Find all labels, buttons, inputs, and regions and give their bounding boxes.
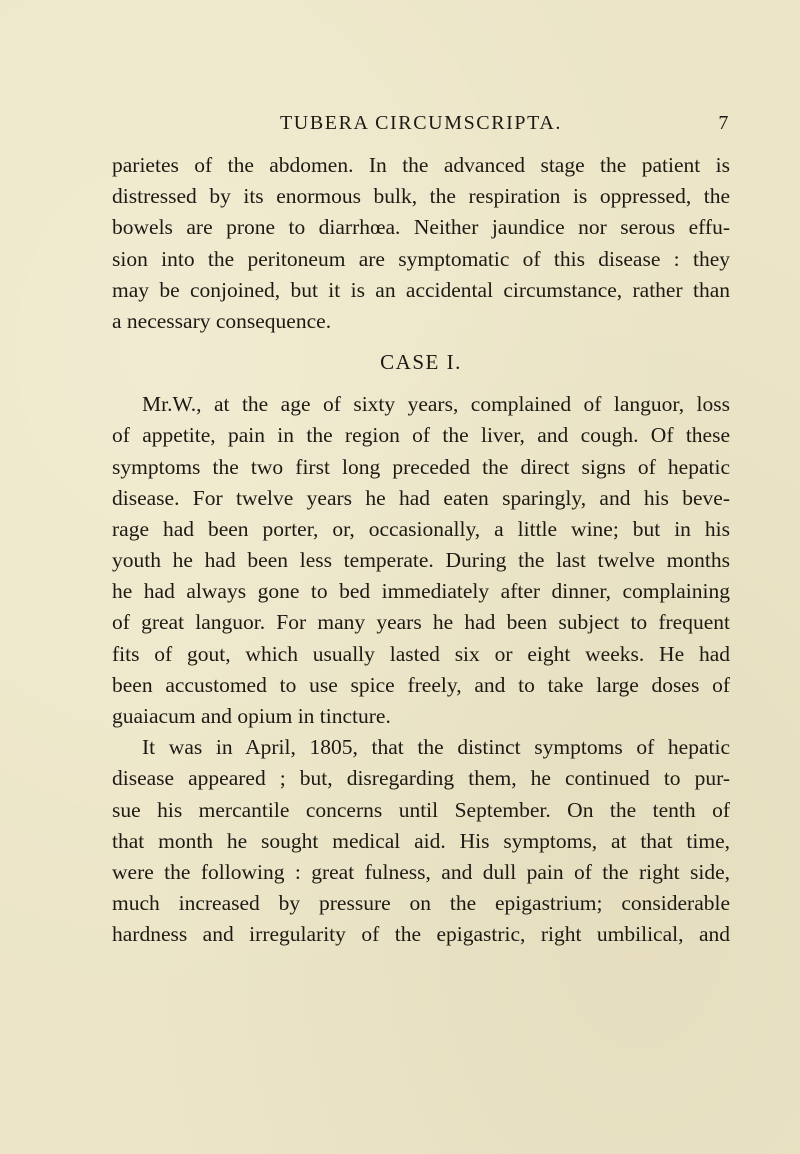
text-line: Mr.W., at the age of sixty years, complained of languor, loss — [142, 392, 730, 417]
text-line: much increased by pressure on the epigastrium; considerable — [112, 891, 730, 916]
text-line: It was in April, 1805, that the distinct symptoms of hepatic — [142, 735, 730, 760]
text-line: bowels are prone to diarrhœa. Neither jaundice nor serous effu- — [112, 215, 730, 240]
text-line: of appetite, pain in the region of the liver, and cough. Of these — [112, 423, 730, 448]
paragraph-3 — [112, 732, 730, 950]
text-line: he had always gone to bed immediately after dinner, complaining — [112, 579, 730, 604]
text-line: sue his mercantile concerns until September. On the tenth of — [112, 797, 730, 822]
text-line: a necessary consequence. — [112, 308, 332, 333]
paragraph-2 — [112, 389, 730, 732]
page-number: 7 — [718, 112, 730, 134]
text-line: fits of gout, which usually lasted six or eight weeks. He had — [112, 641, 730, 666]
text-line: of great languor. For many years he had been subject to frequent — [112, 610, 730, 635]
text-line: hardness and irregularity of the epigastric, right umbilical, and — [112, 922, 730, 947]
text-line: parietes of the abdomen. In the advanced stage the patient is — [112, 153, 730, 177]
text-line: sion into the peritoneum are symptomatic of this disease : they — [112, 246, 730, 271]
text-line: disease appeared ; but, disregarding them, he continued to pur- — [112, 766, 730, 791]
text-line: been accustomed to use spice freely, and to take large doses of — [112, 672, 730, 697]
text-line: guaiacum and opium in tincture. — [112, 704, 391, 728]
case-heading: CASE I. — [380, 350, 462, 375]
paragraph-1 — [112, 150, 730, 337]
body-text — [112, 150, 730, 951]
text-line: disease. For twelve years he had eaten sparingly, and his beve- — [112, 485, 730, 510]
text-line: were the following : great fulness, and dull pain of the right side, — [112, 859, 730, 884]
text-line: that month he sought medical aid. His symptoms, at that time, — [112, 828, 730, 853]
text-line: distressed by its enormous bulk, the respiration is oppressed, the — [112, 184, 730, 209]
text-line: youth he had been less temperate. During the last twelve months — [112, 548, 730, 573]
text-line: symptoms the two first long preceded the direct signs of hepatic — [112, 454, 730, 479]
text-line: rage had been porter, or, occasionally, a little wine; but in his — [112, 516, 730, 541]
text-line: may be conjoined, but it is an accidental circumstance, rather than — [112, 277, 730, 302]
page-header — [112, 112, 730, 142]
running-title: TUBERA CIRCUMSCRIPTA. — [279, 112, 563, 134]
